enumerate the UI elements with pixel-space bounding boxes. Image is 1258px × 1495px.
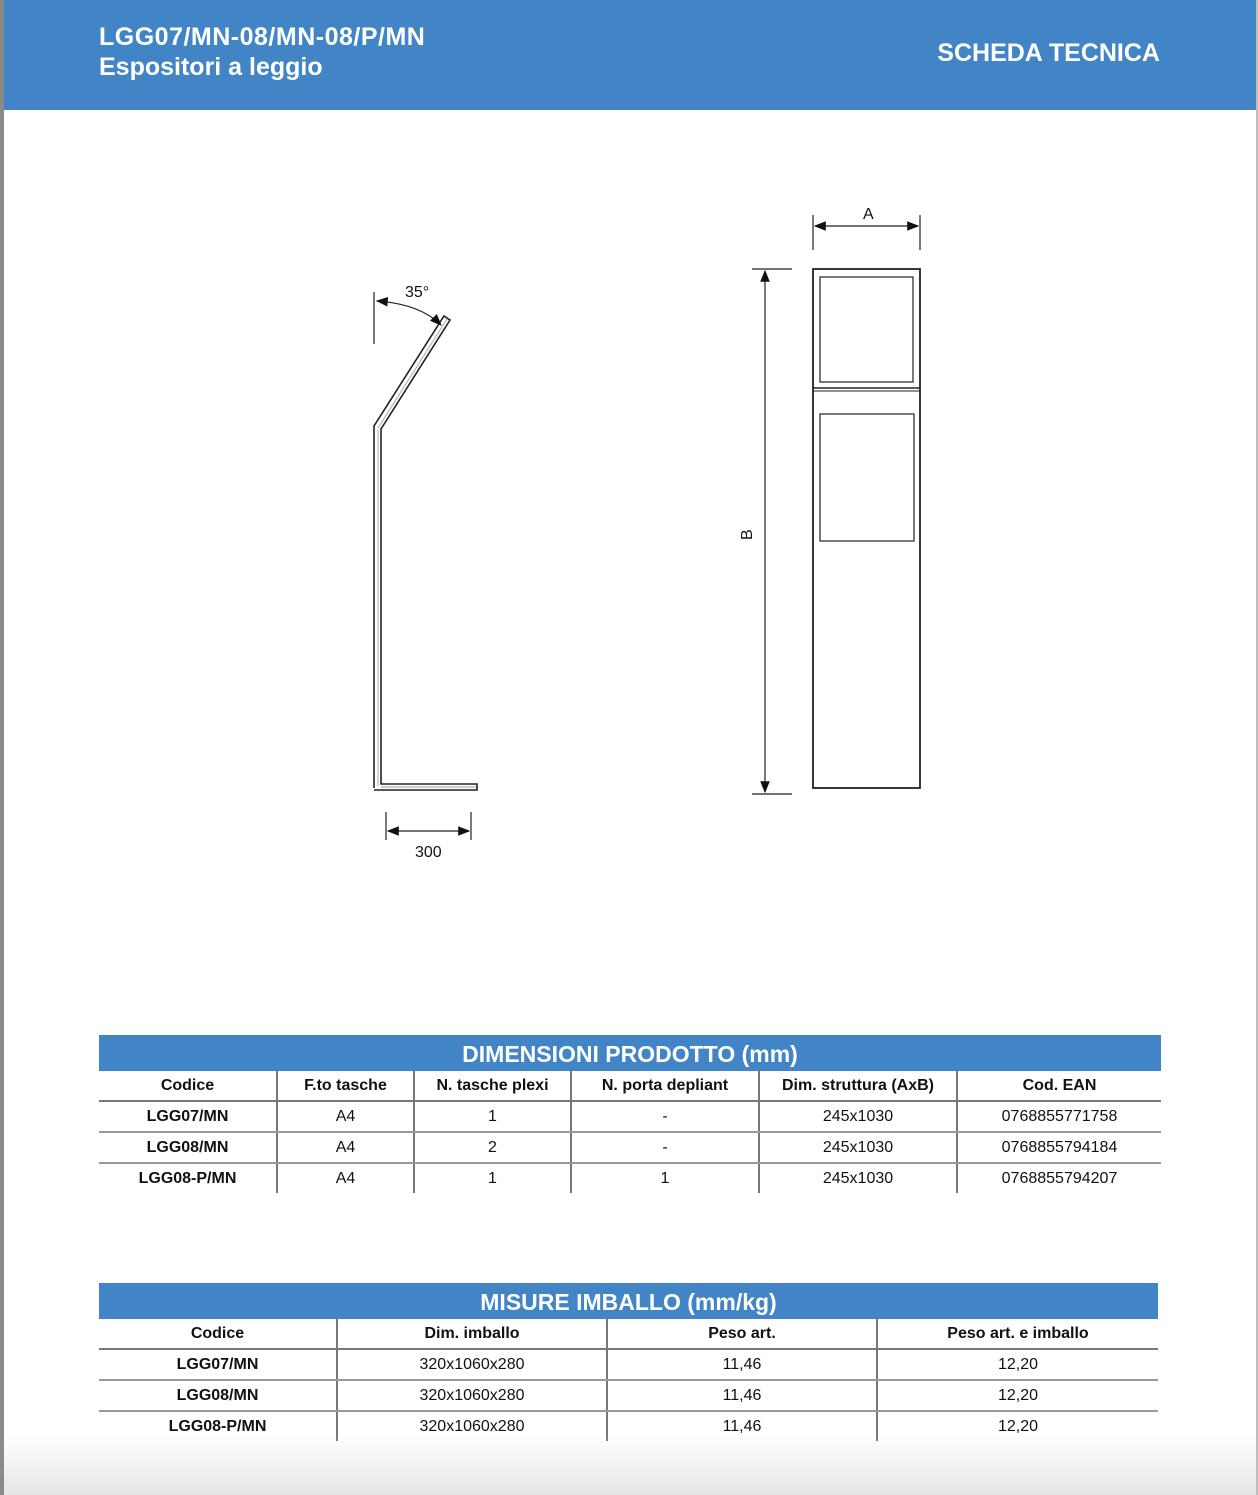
table-cell: 320x1060x280: [337, 1380, 607, 1411]
table-cell: A4: [277, 1163, 414, 1193]
page-bottom-shadow: [4, 1435, 1256, 1495]
base-width-label: 300: [415, 844, 442, 861]
table-cell: 11,46: [607, 1380, 877, 1411]
table-cell: LGG08/MN: [99, 1380, 337, 1411]
table-cell: LGG08/MN: [99, 1132, 277, 1163]
document-type-label: SCHEDA TECNICA: [937, 39, 1160, 67]
product-subtitle: Espositori a leggio: [99, 53, 323, 81]
table-cell: LGG08-P/MN: [138, 1169, 237, 1187]
product-dimensions-table: [99, 1035, 1161, 1193]
table-cell: 12,20: [877, 1380, 1158, 1411]
table-cell: 12,20: [877, 1411, 1158, 1441]
table-cell: 1: [571, 1163, 759, 1193]
column-header: Codice: [99, 1319, 337, 1349]
width-a-label: A: [863, 206, 874, 223]
table-cell: A4: [277, 1101, 414, 1132]
product-table-header: [99, 1071, 1161, 1101]
product-codes-title: LGG07/MN-08/MN-08/P/MN: [99, 23, 426, 51]
side-view: [374, 292, 477, 840]
height-b-label: B: [739, 529, 756, 540]
packaging-table-header: [99, 1319, 1158, 1349]
product-table-title: DIMENSIONI PRODOTTO (mm): [99, 1035, 1161, 1071]
column-header: Cod. EAN: [957, 1071, 1161, 1101]
column-header: Peso art. e imballo: [877, 1319, 1158, 1349]
column-header: Dim. imballo: [337, 1319, 607, 1349]
table-row: [99, 1132, 1161, 1163]
table-cell: 11,46: [607, 1349, 877, 1380]
table-cell: 0768855771758: [957, 1101, 1161, 1132]
table-cell: LGG07/MN: [99, 1349, 337, 1380]
table-cell: A4: [277, 1132, 414, 1163]
packaging-table: [99, 1283, 1158, 1441]
table-cell: 245x1030: [759, 1101, 957, 1132]
table-cell: 0768855794184: [957, 1132, 1161, 1163]
table-cell: 0768855794207: [957, 1163, 1161, 1193]
table-cell: 245x1030: [759, 1132, 957, 1163]
table-cell: 12,20: [877, 1349, 1158, 1380]
column-header: Peso art.: [607, 1319, 877, 1349]
column-header: N. tasche plexi: [414, 1071, 571, 1101]
table-row: [99, 1349, 1158, 1380]
table-row: [99, 1380, 1158, 1411]
table-cell: -: [571, 1132, 759, 1163]
table-cell: 11,46: [607, 1411, 877, 1441]
table-cell: 320x1060x280: [337, 1349, 607, 1380]
table-cell: 320x1060x280: [337, 1411, 607, 1441]
column-header: F.to tasche: [277, 1071, 414, 1101]
table-cell: 1: [414, 1163, 571, 1193]
table-row: [99, 1163, 1161, 1193]
table-row: [99, 1101, 1161, 1132]
front-view: [752, 215, 920, 794]
table-cell: LGG07/MN: [99, 1101, 277, 1132]
table-cell: -: [571, 1101, 759, 1132]
column-header: Dim. struttura (AxB): [759, 1071, 957, 1101]
angle-label: 35°: [405, 284, 430, 301]
packaging-table-title: MISURE IMBALLO (mm/kg): [99, 1283, 1158, 1319]
column-header: N. porta depliant: [571, 1071, 759, 1101]
table-cell: 1: [414, 1101, 571, 1132]
table-cell: LGG08-P/MN: [168, 1417, 267, 1435]
table-cell: 245x1030: [759, 1163, 957, 1193]
column-header: Codice: [99, 1071, 277, 1101]
table-cell: 2: [414, 1132, 571, 1163]
